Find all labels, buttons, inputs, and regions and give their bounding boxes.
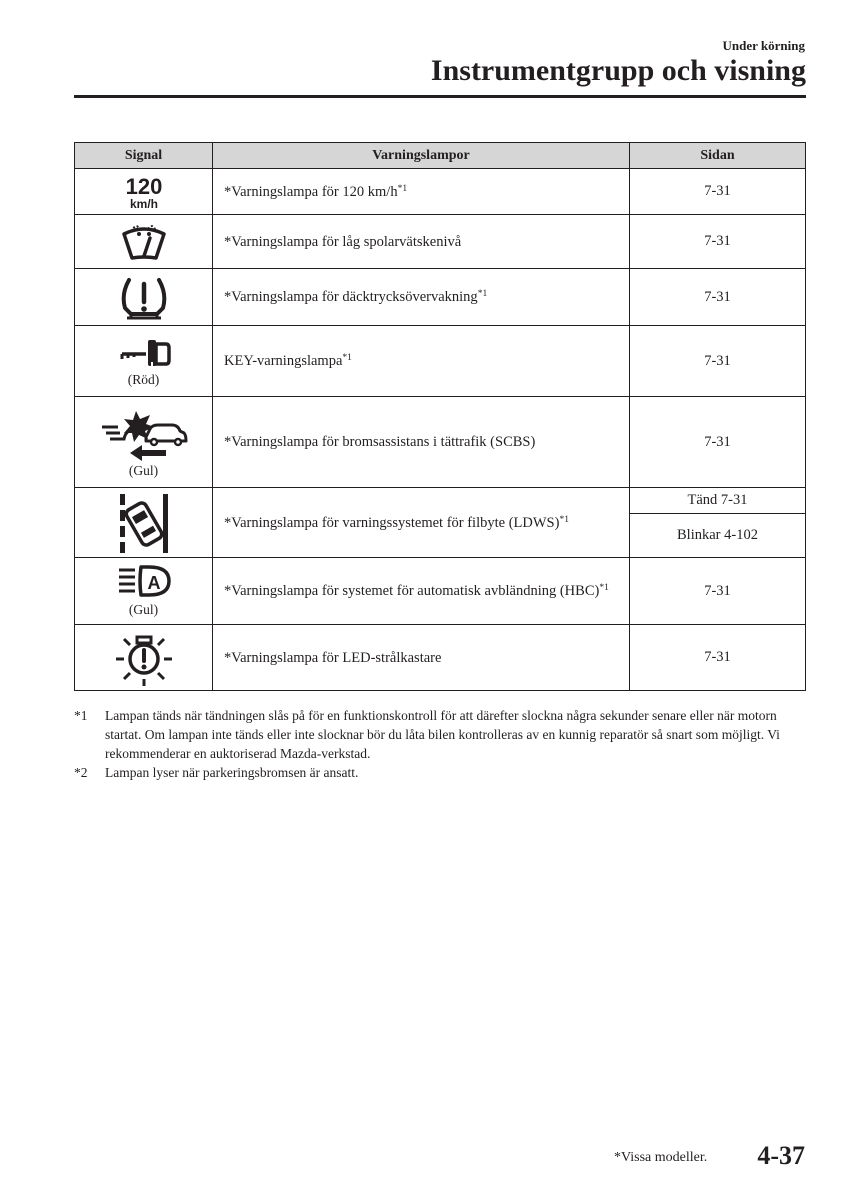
page-ref: 7-31 xyxy=(630,558,806,625)
lamp-prefix: * xyxy=(224,233,232,250)
table-row xyxy=(75,215,806,269)
lamp-text: Varningslampa för låg spolarvätskenivå xyxy=(231,233,462,250)
tire-pressure-icon xyxy=(117,274,171,320)
page-ref: 7-31 xyxy=(630,215,806,269)
lamp-footnote-ref: *1 xyxy=(477,289,488,299)
lamp-text: Varningslampa för 120 km/h xyxy=(231,183,398,200)
lamp-description xyxy=(213,269,630,326)
footnote xyxy=(74,763,814,782)
lamp-prefix: * xyxy=(224,289,232,305)
table-header-row xyxy=(75,143,806,169)
lamp-text: Varningslampa för LED-strålkastare xyxy=(231,649,442,666)
lamp-text: Varningslampa för bromsassistans i tättrafik (SCBS) xyxy=(231,434,536,450)
lamp-footnote-ref: *1 xyxy=(599,583,609,593)
table-row xyxy=(75,326,806,397)
footnote xyxy=(74,706,814,763)
column-header-page: Sidan xyxy=(630,143,806,169)
signal-cell xyxy=(75,215,213,269)
signal-cell xyxy=(75,488,213,558)
lamp-text: Varningslampa för systemet för automatisk avbländning (HBC) xyxy=(231,583,600,599)
footnote-text: Lampan lyser när parkeringsbromsen är ansatt. xyxy=(105,765,359,780)
table-row xyxy=(75,625,806,691)
speed-120-icon xyxy=(122,172,166,212)
signal-cell xyxy=(75,625,213,691)
footnote-text: Lampan tänds när tändningen slås på för en funktionskontroll för att därefter slockna några sekunder senare eller när motorn startat. Om lampan inte tänds eller inte slocknar bör du låta bilen kontrolleras av en kunnig reparatör så snart som möjligt. Vi rekommenderar en auktoriserad Mazda-verkstad. xyxy=(105,708,780,761)
page-ref: 7-31 xyxy=(630,397,806,488)
lane-departure-icon xyxy=(116,492,172,554)
footnote-mark: *1 xyxy=(74,708,88,723)
table-row xyxy=(75,488,806,514)
lamp-footnote-ref: *1 xyxy=(559,514,569,525)
page-number: 4-37 xyxy=(757,1141,805,1170)
signal-color-note: (Röd) xyxy=(127,372,160,387)
key-icon xyxy=(116,334,172,370)
page-ref-lit: Tänd 7-31 xyxy=(630,488,806,514)
speed-120-icon-unit: km/h xyxy=(129,196,158,211)
lamp-footnote-ref: *1 xyxy=(342,353,352,363)
page-ref-flashing: Blinkar 4-102 xyxy=(630,514,806,558)
lamp-prefix: * xyxy=(224,434,232,450)
signal-color-note: (Gul) xyxy=(128,602,159,617)
column-header-signal: Signal xyxy=(75,143,213,169)
table-row xyxy=(75,269,806,326)
lamp-prefix: * xyxy=(224,649,232,666)
speed-120-icon-number: 120 xyxy=(125,173,162,199)
signal-cell xyxy=(75,558,213,625)
table-row xyxy=(75,558,806,625)
signal-cell xyxy=(75,326,213,397)
lamp-description xyxy=(213,169,630,215)
footer-note: *Vissa modeller. xyxy=(614,1150,708,1165)
lamp-description xyxy=(213,326,630,397)
table-row xyxy=(75,397,806,488)
page-ref: 7-31 xyxy=(630,169,806,215)
section-label: Under körning xyxy=(722,38,805,53)
lamp-prefix: * xyxy=(224,514,232,531)
signal-cell xyxy=(75,397,213,488)
page-title: Instrumentgrupp och visning xyxy=(430,54,806,87)
table-row xyxy=(75,169,806,215)
footnote-mark: *2 xyxy=(74,765,88,780)
signal-cell xyxy=(75,269,213,326)
signal-color-note: (Gul) xyxy=(128,463,159,478)
lamp-description xyxy=(213,397,630,488)
page-ref: 7-31 xyxy=(630,326,806,397)
lamp-text: Varningslampa för däcktrycksövervakning xyxy=(231,289,478,305)
lamp-description xyxy=(213,558,630,625)
warning-lamps-table xyxy=(74,142,806,691)
lamp-description xyxy=(213,625,630,691)
led-headlight-icon xyxy=(113,629,175,687)
lamp-footnote-ref: *1 xyxy=(397,183,408,194)
footnotes xyxy=(74,706,814,782)
page-ref: 7-31 xyxy=(630,625,806,691)
svg-text:A: A xyxy=(147,573,160,593)
signal-cell xyxy=(75,169,213,215)
scbs-collision-icon xyxy=(96,405,192,461)
washer-fluid-icon xyxy=(118,220,170,264)
lamp-prefix: * xyxy=(224,583,232,599)
lamp-description xyxy=(213,215,630,269)
page-ref: 7-31 xyxy=(630,269,806,326)
title-rule xyxy=(74,95,806,98)
lamp-description xyxy=(213,488,630,558)
lamp-text: KEY-varningslampa xyxy=(224,353,343,369)
auto-high-beam-icon xyxy=(115,564,173,600)
lamp-prefix: * xyxy=(224,183,232,200)
lamp-text: Varningslampa för varningssystemet för filbyte (LDWS) xyxy=(231,514,560,531)
column-header-lamps: Varningslampor xyxy=(213,143,630,169)
